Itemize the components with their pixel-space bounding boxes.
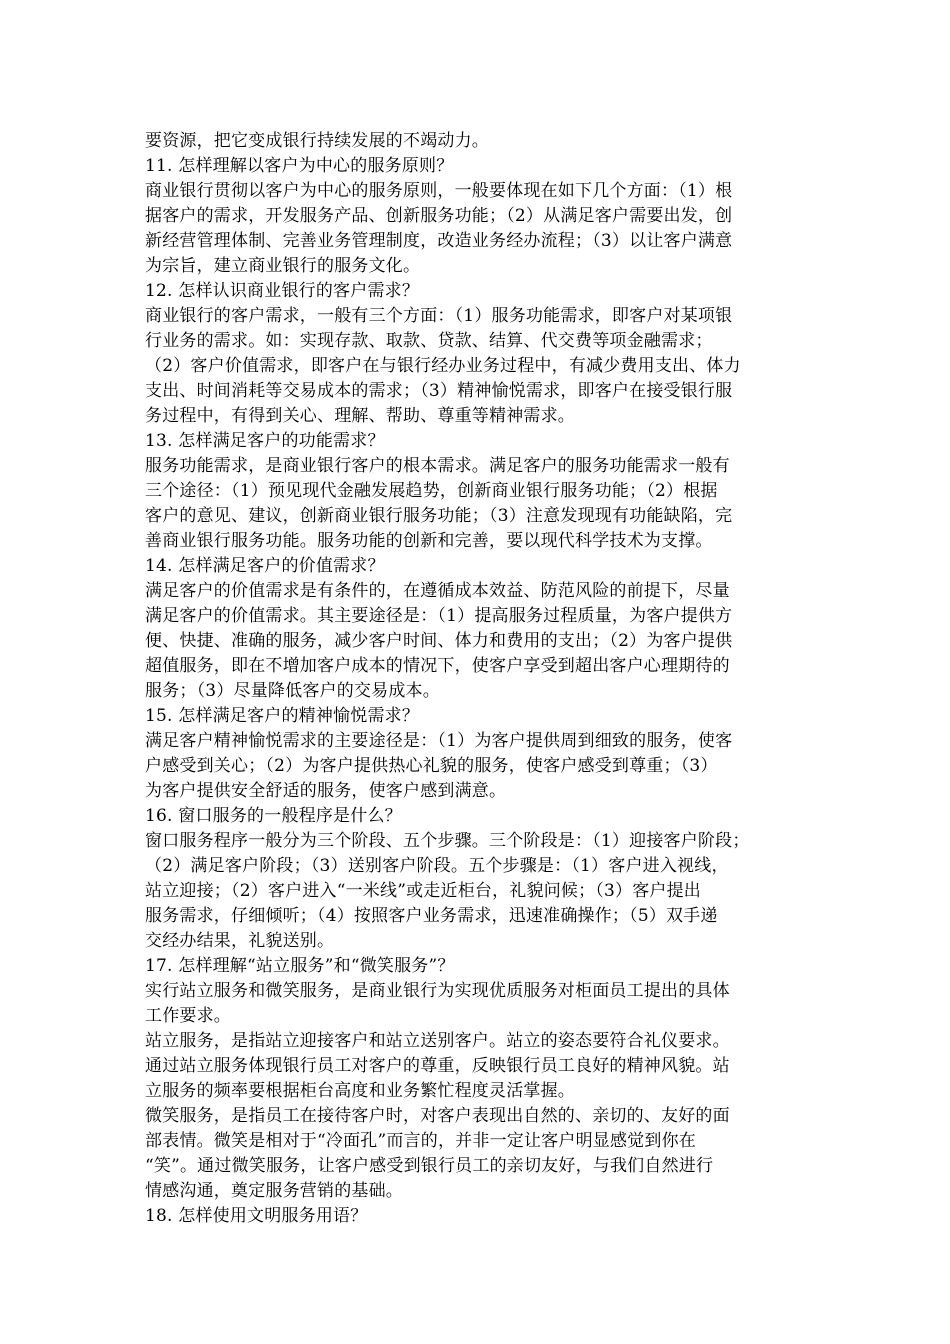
question-heading: 18. 怎样使用文明服务用语？ (145, 1206, 368, 1226)
question-heading: 17. 怎样理解“站立服务”和“微笑服务”？ (145, 956, 455, 976)
text-line: 支出、时间消耗等交易成本的需求；（3）精神愉悦需求，即客户在接受银行服 (145, 381, 733, 401)
text-line: 站立迎接；（2）客户进入“一米线”或走近柜台，礼貌问候；（3）客户提出 (145, 881, 702, 901)
text-line: 满足客户精神愉悦需求的主要途径是：（1）为客户提供周到细致的服务，使客 (145, 731, 733, 751)
text-line: 实行站立服务和微笑服务，是商业银行为实现优质服务对柜面员工提出的具体 (145, 981, 730, 1001)
text-line: 为宗旨，建立商业银行的服务文化。 (145, 256, 421, 276)
text-line: 交经办结果，礼貌送别。 (145, 931, 335, 951)
text-line: 满足客户的价值需求是有条件的，在遵循成本效益、防范风险的前提下，尽量 (145, 581, 730, 601)
text-line: 微笑服务，是指员工在接待客户时，对客户表现出自然的、亲切的、友好的面 (145, 1106, 730, 1126)
text-line: 要资源，把它变成银行持续发展的不竭动力。 (145, 131, 489, 151)
question-heading: 11. 怎样理解以客户为中心的服务原则？ (145, 156, 454, 176)
text-line: 客户的意见、建议，创新商业银行服务功能；（3）注意发现现有功能缺陷，完 (145, 506, 733, 526)
text-line: 通过站立服务体现银行员工对客户的尊重，反映银行员工良好的精神风貌。站 (145, 1056, 730, 1076)
text-line: 情感沟通，奠定服务营销的基础。 (145, 1181, 403, 1201)
text-line: 服务功能需求，是商业银行客户的根本需求。满足客户的服务功能需求一般有 (145, 456, 730, 476)
text-line: （2）满足客户阶段；（3）送别客户阶段。五个步骤是：（1）客户进入视线， (145, 856, 729, 876)
question-heading: 16. 窗口服务的一般程序是什么？ (145, 806, 402, 826)
text-line: 工作要求。 (145, 1006, 231, 1026)
question-heading: 13. 怎样满足客户的功能需求？ (145, 431, 385, 451)
text-line: 便、快捷、准确的服务，减少客户时间、体力和费用的支出；（2）为客户提供 (145, 631, 733, 651)
question-heading: 15. 怎样满足客户的精神愉悦需求？ (145, 706, 420, 726)
text-line: 商业银行的客户需求，一般有三个方面：（1）服务功能需求，即客户对某项银 (145, 306, 733, 326)
text-line: 据客户的需求，开发服务产品、创新服务功能；（2）从满足客户需要出发，创 (145, 206, 733, 226)
text-line: （2）客户价值需求，即客户在与银行经办业务过程中，有减少费用支出、体力 (145, 356, 741, 376)
text-line: 商业银行贯彻以客户为中心的服务原则，一般要体现在如下几个方面：（1）根 (145, 181, 733, 201)
text-line: “笑”。通过微笑服务，让客户感受到银行员工的亲切友好，与我们自然进行 (145, 1156, 714, 1176)
text-line: 窗口服务程序一般分为三个阶段、五个步骤。三个阶段是：（1）迎接客户阶段； (145, 831, 750, 851)
text-line: 善商业银行服务功能。服务功能的创新和完善，要以现代科学技术为支撑。 (145, 531, 713, 551)
text-line: 站立服务，是指站立迎接客户和站立送别客户。站立的姿态要符合礼仪要求。 (145, 1031, 730, 1051)
text-line: 满足客户的价值需求。其主要途径是：（1）提高服务过程质量，为客户提供方 (145, 606, 733, 626)
document-body (145, 129, 825, 1229)
text-line: 行业务的需求。如：实现存款、取款、贷款、结算、代交费等项金融需求； (145, 331, 713, 351)
text-line: 立服务的频率要根据柜台高度和业务繁忙程度灵活掌握。 (145, 1081, 575, 1101)
text-line: 户感受到关心；（2）为客户提供热心礼貌的服务，使客户感受到尊重；（3） (145, 756, 718, 776)
text-line: 部表情。微笑是相对于“冷面孔”而言的，并非一定让客户明显感觉到你在 (145, 1131, 696, 1151)
text-line: 务过程中，有得到关心、理解、帮助、尊重等精神需求。 (145, 406, 575, 426)
question-heading: 14. 怎样满足客户的价值需求？ (145, 556, 385, 576)
text-line: 为客户提供安全舒适的服务，使客户感到满意。 (145, 781, 507, 801)
text-line: 三个途径：（1）预见现代金融发展趋势，创新商业银行服务功能；（2）根据 (145, 481, 718, 501)
text-line: 服务需求，仔细倾听；（4）按照客户业务需求，迅速准确操作；（5）双手递 (145, 906, 718, 926)
text-line: 超值服务，即在不增加客户成本的情况下，使客户享受到超出客户心理期待的 (145, 656, 730, 676)
text-line: 服务；（3）尽量降低客户的交易成本。 (145, 681, 440, 701)
text-line: 新经营管理体制、完善业务管理制度，改造业务经办流程；（3）以让客户满意 (145, 231, 733, 251)
question-heading: 12. 怎样认识商业银行的客户需求？ (145, 281, 420, 301)
